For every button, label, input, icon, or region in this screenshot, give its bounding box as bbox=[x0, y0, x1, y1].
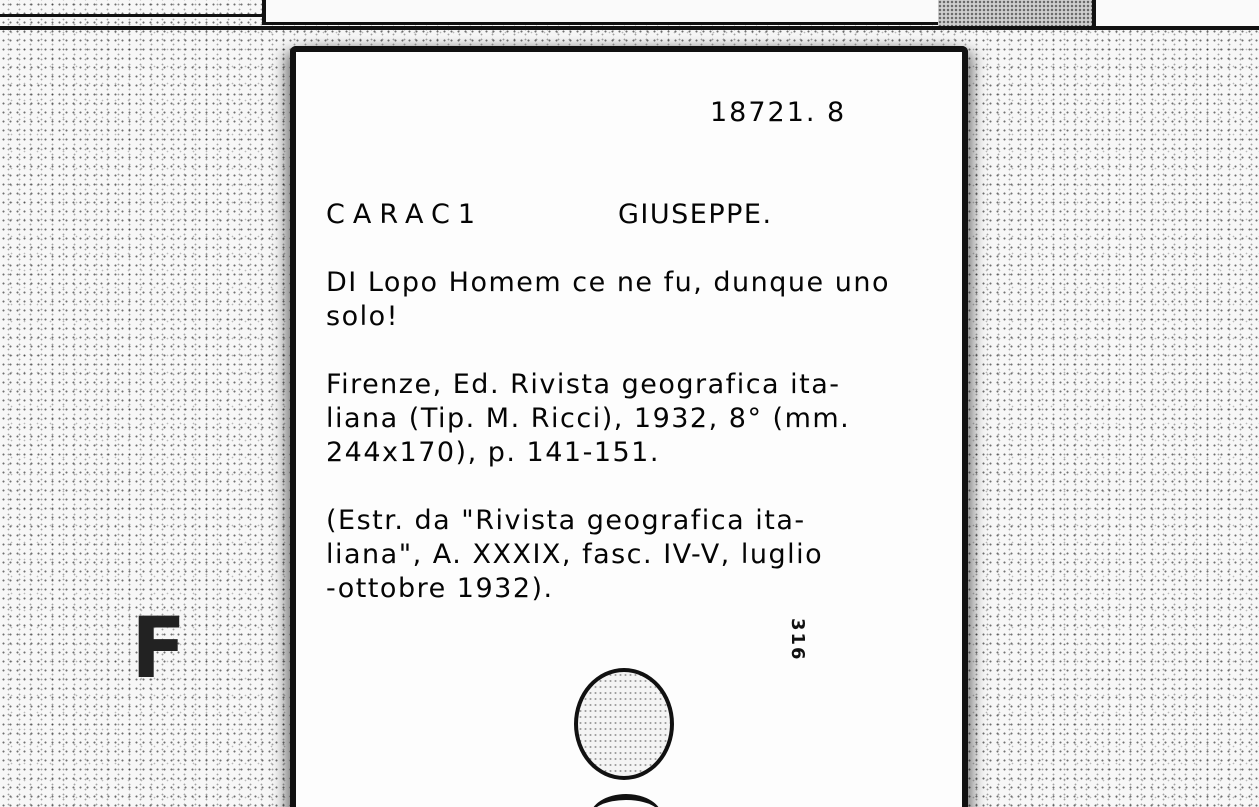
adjacent-card-left bbox=[0, 0, 262, 17]
adjacent-card-center bbox=[262, 0, 942, 25]
offprint-note: (Estr. da "Rivista geografica ita- liana", A. XXXIX, fasc. IV-V, luglio -ottobre 1932). bbox=[326, 505, 824, 604]
drawer-edge-line bbox=[0, 26, 1259, 30]
drawer-letter-tab: F bbox=[131, 599, 186, 697]
adjacent-cards-strip bbox=[0, 0, 1259, 30]
punch-hole-icon bbox=[574, 668, 674, 780]
imprint: Firenze, Ed. Rivista geografica ita- liana (Tip. M. Ricci), 1932, 8° (mm. 244x170), p. 141-151. bbox=[326, 369, 851, 468]
catalog-card bbox=[290, 46, 968, 807]
shelf-number: 18721. 8 bbox=[710, 97, 847, 128]
work-title: DI Lopo Homem ce ne fu, dunque uno solo! bbox=[326, 267, 890, 332]
author-given-name: GIUSEPPE. bbox=[618, 199, 773, 230]
author-surname: CARAC1 bbox=[326, 199, 484, 230]
vertical-card-number: 316 bbox=[787, 618, 808, 662]
lower-punch-hole-icon bbox=[590, 794, 662, 807]
adjacent-card-right bbox=[1096, 0, 1259, 26]
adjacent-card-dark bbox=[938, 0, 1096, 26]
